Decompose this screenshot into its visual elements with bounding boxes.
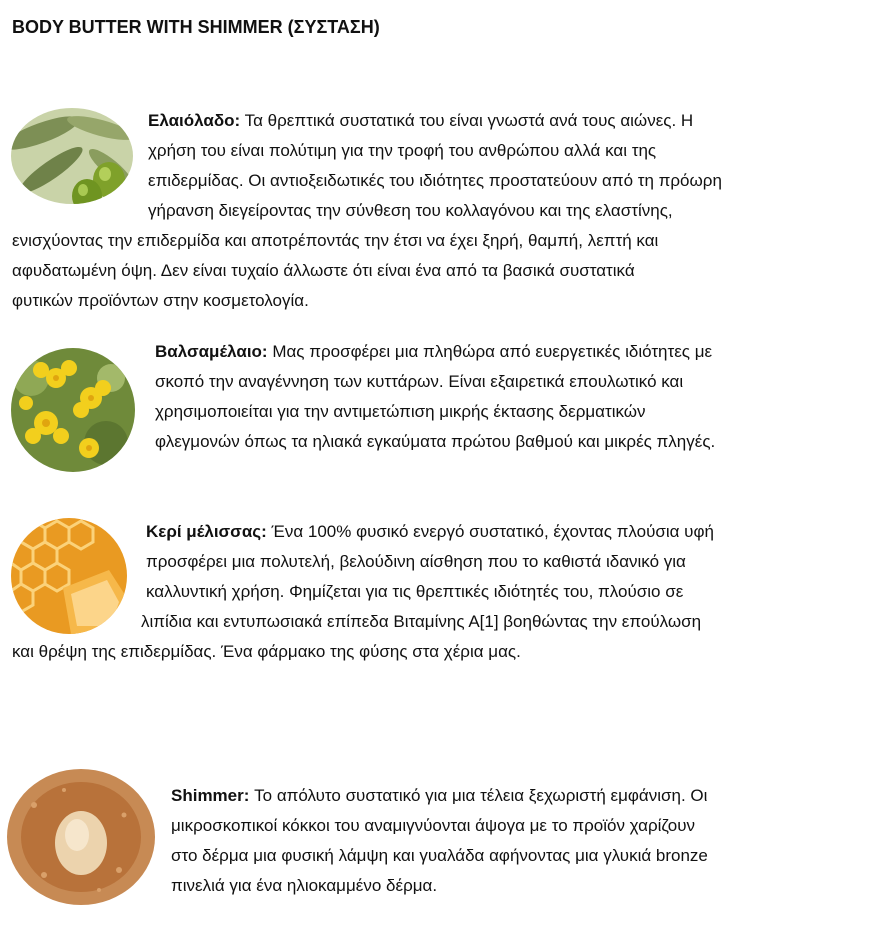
ingredient-name: Ελαιόλαδο: [148, 111, 241, 130]
ingredient-text-line: σκοπό την αναγέννηση των κυττάρων. Είναι εξαιρετικά επουλωτικό και [155, 372, 684, 391]
document-title: BODY BUTTER WITH SHIMMER (ΣΥΣΤΑΣΗ) [12, 17, 380, 37]
ingredient-beeswax [12, 517, 878, 667]
ingredient-text-line: ενισχύοντας την επιδερμίδα και αποτρέποντάς την έτσι να έχει ξηρή, θαμπή, λεπτή και [12, 231, 659, 250]
ingredient-text-line: αφυδατωμένη όψη. Δεν είναι τυχαίο άλλωστε ότι είναι ένα από τα βασικά συστατικά [12, 261, 635, 280]
ingredient-text-line: γήρανση διεγείροντας την σύνθεση του κολλαγόνου και της ελαστίνης, [148, 201, 673, 220]
ingredient-text-line: και θρέψη της επιδερμίδας. Ένα φάρμακο της φύσης στα χέρια μας. [12, 642, 521, 661]
ingredient-text-line: πινελιά για ένα ηλιοκαμμένο δέρμα. [171, 876, 438, 895]
ingredient-text-line: καλλυντική χρήση. Φημίζεται για τις θρεπτικές ιδιότητές του, πλούσιο σε [146, 582, 684, 601]
ingredient-text-line: προσφέρει μια πολυτελή, βελούδινη αίσθηση που το καθιστά ιδανικό για [146, 552, 686, 571]
ingredient-text-line: φλεγμονών όπως τα ηλιακά εγκαύματα πρώτου βαθμού και μικρές πληγές. [155, 432, 716, 451]
ingredient-text-line: Τα θρεπτικά συστατικά του είναι γνωστά ανά τους αιώνες. Η [240, 111, 694, 130]
ingredient-olive-oil [12, 106, 878, 318]
ingredient-text-line: Το απόλυτο συστατικό για μια τέλεια ξεχωριστή εμφάνιση. Οι [249, 786, 708, 805]
ingredient-shimmer [12, 781, 878, 901]
ingredient-text-line: χρήση του είναι πολύτιμη για την τροφή του ανθρώπου αλλά και της [148, 141, 657, 160]
ingredient-name: Shimmer: [171, 786, 250, 805]
ingredient-text-line: φυτικών προϊόντων στην κοσμετολογία. [12, 291, 309, 310]
ingredient-text-line: στο δέρμα μια φυσική λάμψη και γυαλάδα αφήνοντας μια γλυκιά bronze [171, 846, 708, 865]
ingredient-name: Κερί μέλισσας: [146, 522, 267, 541]
ingredient-text-line: Ένα 100% φυσικό ενεργό συστατικό, έχοντας πλούσια υφή [266, 522, 714, 541]
ingredient-text-line: Μας προσφέρει μια πληθώρα από ευεργετικές ιδιότητες με [267, 342, 713, 361]
ingredient-text-line: χρησιμοποιείται για την αντιμετώπιση μικρής έκτασης δερματικών [155, 402, 646, 421]
ingredient-text-line: μικροσκοπικοί κόκκοι του αναμιγνύονται άψογα με το προϊόν χαρίζουν [171, 816, 696, 835]
ingredient-balsam-oil [12, 337, 878, 457]
ingredient-name: Βαλσαμέλαιο: [155, 342, 268, 361]
ingredient-text-line: λιπίδια και εντυπωσιακά επίπεδα Βιταμίνης Α[1] βοηθώντας την επούλωση [141, 612, 702, 631]
ingredient-text-line: επιδερμίδας. Οι αντιοξειδωτικές του ιδιότητες προστατεύουν από τη πρόωρη [148, 171, 722, 190]
